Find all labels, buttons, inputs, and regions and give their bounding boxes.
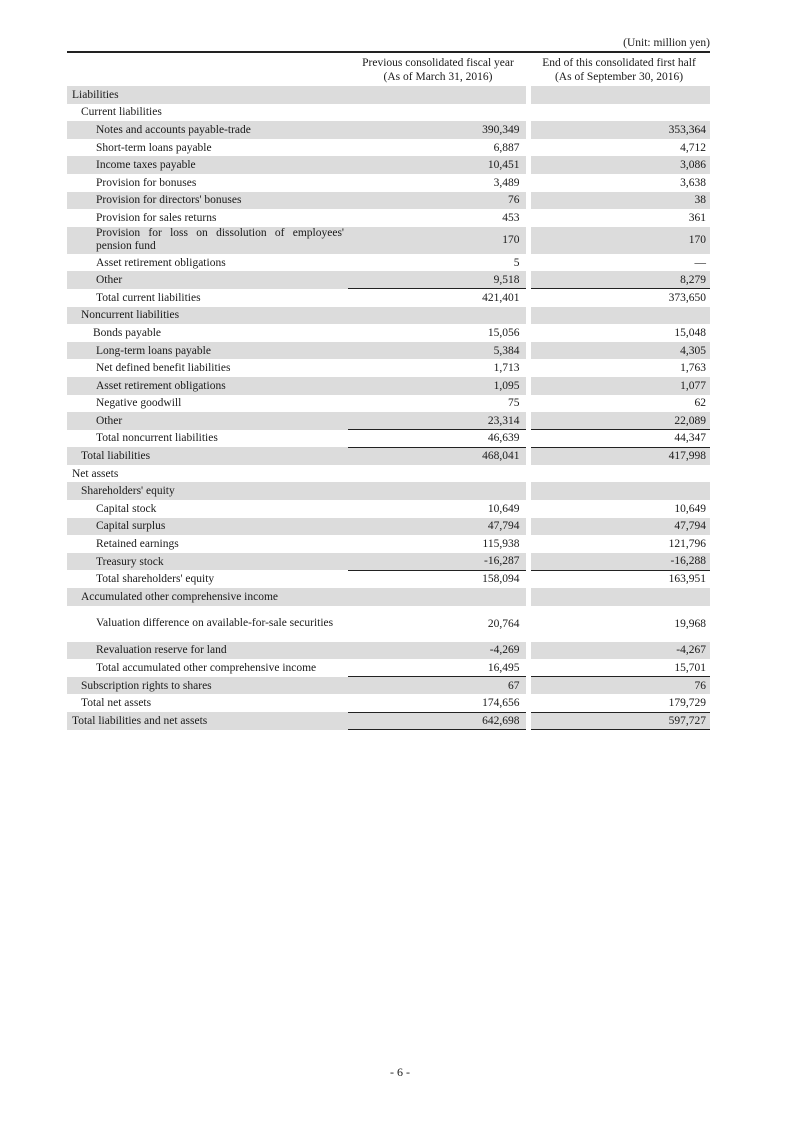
row-label: Long-term loans payable [67, 342, 348, 360]
prev-value: 453 [502, 211, 520, 224]
row-label: Net assets [72, 467, 119, 480]
row-label: Other [67, 271, 348, 289]
curr-value: ― [528, 254, 710, 272]
table-row [67, 412, 710, 430]
row-label: Notes and accounts payable-trade [67, 121, 348, 139]
header-prev-line2: (As of March 31, 2016) [383, 70, 493, 83]
curr-value: 163,951 [528, 570, 710, 588]
prev-value: 46,639 [348, 430, 528, 448]
prev-value: -16,287 [348, 553, 528, 571]
curr-value [528, 104, 710, 122]
curr-value: 47,794 [528, 518, 710, 536]
curr-value: 4,305 [528, 342, 710, 360]
curr-value: 597,727 [528, 712, 710, 730]
total-row [67, 430, 710, 448]
curr-value: 44,347 [528, 430, 710, 448]
table-row [67, 606, 710, 642]
table-row [67, 395, 710, 413]
prev-value [348, 307, 528, 325]
prev-value: 158,094 [348, 570, 528, 588]
table-row [67, 342, 710, 360]
prev-value: 75 [508, 397, 520, 410]
unit-note: (Unit: million yen) [623, 37, 710, 49]
row-label: Accumulated other comprehensive income [67, 588, 348, 606]
table-header-row [67, 52, 710, 86]
row-label: Provision for sales returns [96, 211, 217, 224]
prev-value: -4,269 [348, 642, 528, 660]
prev-value: 20,764 [487, 617, 520, 630]
total-row [67, 447, 710, 465]
section-row [67, 86, 710, 104]
row-label: Income taxes payable [67, 156, 348, 174]
table-row [67, 677, 710, 695]
curr-value: 1,763 [528, 359, 710, 377]
row-label: Total accumulated other comprehensive income [96, 662, 317, 675]
curr-value: 22,089 [528, 412, 710, 430]
header-prev-line1: Previous consolidated fiscal year [362, 56, 514, 69]
row-label: Other [67, 412, 348, 430]
curr-value: 15,048 [528, 324, 710, 342]
row-label: Total current liabilities [96, 291, 201, 304]
prev-value: 1,095 [348, 377, 528, 395]
row-label: Shareholders' equity [67, 482, 348, 500]
balance-sheet-table [67, 51, 710, 730]
prev-value: 10,649 [487, 502, 520, 515]
row-label: Current liabilities [81, 106, 162, 119]
prev-value: 16,495 [487, 661, 520, 674]
prev-value: 390,349 [348, 121, 528, 139]
header-curr-line1: End of this consolidated first half [542, 56, 696, 69]
table-row [67, 359, 710, 377]
row-label: Total shareholders' equity [96, 573, 215, 586]
row-label: Capital stock [96, 502, 157, 515]
prev-value [348, 465, 528, 483]
curr-value [528, 307, 710, 325]
total-row [67, 659, 710, 677]
table-row [67, 174, 710, 192]
row-label: Capital surplus [67, 518, 348, 536]
total-row [67, 570, 710, 588]
table-row [67, 377, 710, 395]
row-label: Bonds payable [93, 326, 162, 339]
row-label: Negative goodwill [96, 397, 182, 410]
curr-value: 62 [528, 395, 710, 413]
table-row [67, 254, 710, 272]
row-label: Retained earnings [96, 538, 179, 551]
prev-value: 421,401 [348, 289, 528, 307]
row-label: Total liabilities [67, 447, 348, 465]
table-row [67, 209, 710, 227]
total-row [67, 694, 710, 712]
section-row [67, 482, 710, 500]
prev-value: 642,698 [348, 712, 528, 730]
curr-value: 10,649 [528, 500, 710, 518]
curr-value [528, 588, 710, 606]
curr-value: 3,086 [528, 156, 710, 174]
prev-value [348, 588, 528, 606]
header-label-column [67, 52, 348, 86]
curr-value: 76 [528, 677, 710, 695]
curr-value: 15,701 [528, 659, 710, 677]
table-row [67, 139, 710, 157]
curr-value: 361 [528, 209, 710, 227]
row-label: Provision for bonuses [96, 176, 197, 189]
prev-value: 67 [348, 677, 528, 695]
curr-value: 8,279 [528, 271, 710, 289]
curr-value: 4,712 [528, 139, 710, 157]
row-label: Net defined benefit liabilities [96, 362, 231, 375]
curr-value: 3,638 [528, 174, 710, 192]
curr-value: 417,998 [528, 447, 710, 465]
row-label: Liabilities [67, 86, 348, 104]
prev-value: 76 [348, 192, 528, 210]
row-label: Total noncurrent liabilities [96, 432, 218, 445]
table-row [67, 271, 710, 289]
prev-value: 468,041 [348, 447, 528, 465]
table-row [67, 642, 710, 660]
table-row [67, 518, 710, 536]
header-current-first-half [528, 52, 710, 86]
curr-value: 19,968 [528, 606, 710, 642]
total-row [67, 289, 710, 307]
prev-value: 5,384 [348, 342, 528, 360]
prev-value: 15,056 [487, 326, 520, 339]
table-row [67, 156, 710, 174]
row-label: Provision for directors' bonuses [67, 192, 348, 210]
curr-value [528, 482, 710, 500]
page-number: - 6 - [390, 1065, 410, 1079]
grand-total-row [67, 712, 710, 730]
curr-value: 1,077 [528, 377, 710, 395]
prev-value: 10,451 [348, 156, 528, 174]
row-label: Total net assets [81, 697, 152, 710]
row-label: Provision for loss on dissolution of employees' pension fund [67, 227, 348, 254]
curr-value: 373,650 [528, 289, 710, 307]
table-row [67, 535, 710, 553]
prev-value: 9,518 [348, 271, 528, 289]
row-label: Noncurrent liabilities [67, 307, 348, 325]
curr-value: -16,288 [528, 553, 710, 571]
prev-value: 174,656 [482, 696, 520, 709]
curr-value [528, 465, 710, 483]
row-label: Total liabilities and net assets [67, 712, 348, 730]
row-label: Subscription rights to shares [67, 677, 348, 695]
section-row [67, 307, 710, 325]
section-row [67, 588, 710, 606]
prev-value: 170 [348, 227, 528, 254]
row-label: Treasury stock [67, 553, 348, 571]
table-row [67, 324, 710, 342]
table-row [67, 553, 710, 571]
section-row [67, 104, 710, 122]
curr-value: 179,729 [528, 694, 710, 712]
table-row [67, 121, 710, 139]
curr-value: 353,364 [528, 121, 710, 139]
row-label: Revaluation reserve for land [67, 642, 348, 660]
curr-value: -4,267 [528, 642, 710, 660]
header-previous-fiscal-year [348, 52, 528, 86]
header-curr-line2: (As of September 30, 2016) [554, 70, 684, 83]
curr-value: 121,796 [528, 535, 710, 553]
table-row [67, 192, 710, 210]
row-label: Short-term loans payable [96, 141, 212, 154]
row-label: Asset retirement obligations [96, 256, 226, 269]
prev-value: 3,489 [493, 176, 520, 189]
prev-value: 6,887 [493, 141, 520, 154]
prev-value [348, 86, 528, 104]
table-row [67, 227, 710, 254]
prev-value [348, 104, 528, 122]
table-row [67, 500, 710, 518]
prev-value [348, 482, 528, 500]
row-label: Asset retirement obligations [67, 377, 348, 395]
row-label: Valuation difference on available-for-sale securities [96, 617, 334, 630]
prev-value: 5 [513, 256, 520, 269]
prev-value: 115,938 [482, 538, 520, 551]
prev-value: 47,794 [348, 518, 528, 536]
prev-value: 23,314 [348, 412, 528, 430]
section-row [67, 465, 710, 483]
curr-value [528, 86, 710, 104]
prev-value: 1,713 [493, 362, 520, 375]
curr-value: 38 [528, 192, 710, 210]
curr-value: 170 [528, 227, 710, 254]
